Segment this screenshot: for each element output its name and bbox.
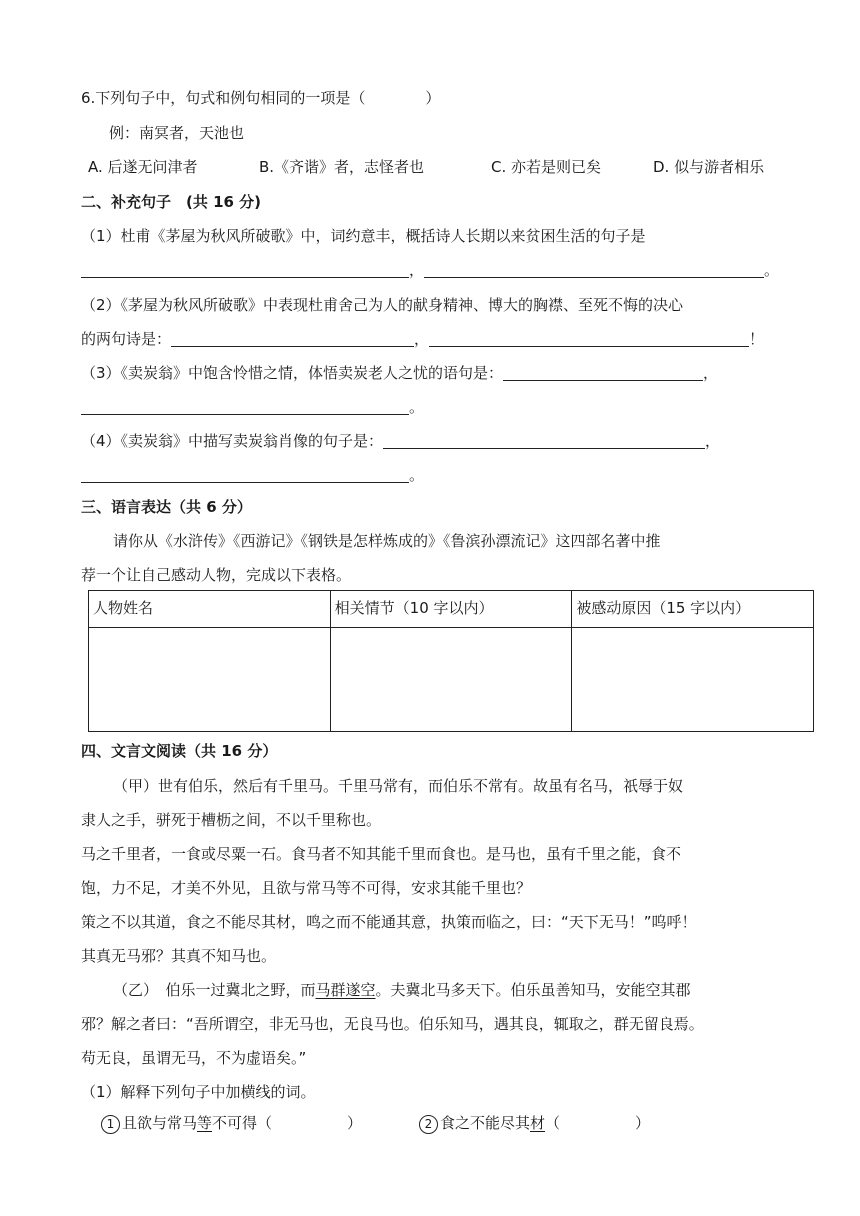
circled-number-2: 2 (419, 1115, 438, 1134)
underlined-word: 材 (530, 1114, 546, 1132)
section-3-instruction-1: 请你从《水浒传》《西游记》《钢铁是怎样炼成的》《鲁滨孙漂流记》这四部名著中推 (113, 532, 661, 550)
passage-yi-line-3: 苟无良，虽谓无马，不为虚语矣。” (81, 1049, 307, 1067)
table-cell-plot[interactable] (330, 628, 572, 732)
passage-jia-line-5: 策之不以其道，食之不能尽其材，鸣之而不能通其意，执策而临之，曰：“天下无马！”呜呼！ (81, 913, 697, 931)
table-cell-reason[interactable] (572, 628, 814, 732)
table-header-name: 人物姓名 (89, 591, 331, 628)
option-a: A. 后遂无问津者 (88, 158, 198, 176)
passage-jia-line-3: 马之千里者，一食或尽粟一石。食马者不知其能千里而食也。是马也，虽有千里之能，食不 (81, 845, 682, 863)
question-6-stem: 6.下列句子中，句式和例句相同的一项是（ ） (81, 89, 441, 107)
passage-jia-line-4: 饱，力不足，才美不外见，且欲与常马等不可得，安求其能千里也？ (81, 879, 532, 897)
sub-question-1: 1 且欲与常马等不可得（ ） (101, 1113, 362, 1134)
option-b: B.《齐谐》者，志怪者也 (259, 158, 425, 176)
answer-blank[interactable] (429, 330, 749, 347)
fill-item-3: （3）《卖炭翁》中饱含怜惜之情，体悟卖炭老人之忧的语句是： ， (81, 364, 719, 382)
passage-yi-line-2: 邪？解之者曰：“吾所谓空，非无马也，无良马也。伯乐知马，遇其良，辄取之，群无留良焉。 (81, 1015, 704, 1033)
answer-blank[interactable] (503, 364, 703, 381)
fill-item-2-answer-line: 的两句诗是： ， ！ (81, 330, 765, 348)
table-cell-name[interactable] (89, 628, 331, 732)
fill-item-1-prompt: （1）杜甫《茅屋为秋风所破歌》中，词约意丰，概括诗人长期以来贫困生活的句子是 (81, 227, 646, 245)
fill-item-3-answer-line: 。 (81, 397, 424, 417)
table-header-reason: 被感动原因（15 字以内） (572, 591, 814, 628)
question-6-example: 例：南冥者，天池也 (109, 124, 245, 142)
fill-item-1-answer-line: ， 。 (81, 260, 779, 280)
passage-jia-line-1: （甲）世有伯乐，然后有千里马。千里马常有，而伯乐不常有。故虽有名马，祇辱于奴 (113, 777, 684, 795)
underlined-phrase: 马群遂空 (315, 981, 376, 999)
fill-item-4-answer-line: 。 (81, 465, 424, 485)
recommendation-table (88, 590, 814, 732)
fill-item-4: （4）《卖炭翁》中描写卖炭翁肖像的句子是： ， (81, 432, 721, 450)
answer-blank[interactable] (81, 466, 409, 483)
answer-blank[interactable] (383, 432, 705, 449)
circled-number-1: 1 (101, 1115, 120, 1134)
section-2-title: 二、补充句子 (共 16 分) (81, 193, 262, 211)
underlined-word: 等 (197, 1114, 213, 1132)
answer-blank[interactable] (81, 398, 409, 415)
passage-jia-line-6: 其真无马邪？其真不知马也。 (81, 947, 277, 965)
section-4-title: 四、文言文阅读（共 16 分） (81, 742, 278, 760)
table-header-plot: 相关情节（10 字以内） (330, 591, 572, 628)
answer-blank[interactable] (424, 261, 764, 278)
sub-question-2: 2 食之不能尽其材（ ） (419, 1113, 650, 1134)
section-3-title: 三、语言表达（共 6 分） (81, 498, 252, 516)
option-c: C. 亦若是则已矣 (491, 158, 602, 176)
answer-blank[interactable] (171, 330, 414, 347)
fill-item-2-prompt: （2）《茅屋为秋风所破歌》中表现杜甫舍己为人的献身精神、博大的胸襟、至死不悔的决心 (81, 296, 684, 314)
passage-yi-line-1: （乙） 伯乐一过冀北之野，而马群遂空。夫冀北马多天下。伯乐虽善知马，安能空其郡 (113, 981, 691, 999)
section-3-instruction-2: 荐一个让自己感动人物，完成以下表格。 (81, 566, 352, 584)
passage-jia-line-2: 隶人之手，骈死于槽枥之间，不以千里称也。 (81, 811, 382, 829)
answer-blank[interactable] (81, 261, 409, 278)
question-4-1-prompt: （1）解释下列句子中加横线的词。 (81, 1083, 316, 1101)
option-d: D. 似与游者相乐 (653, 158, 765, 176)
